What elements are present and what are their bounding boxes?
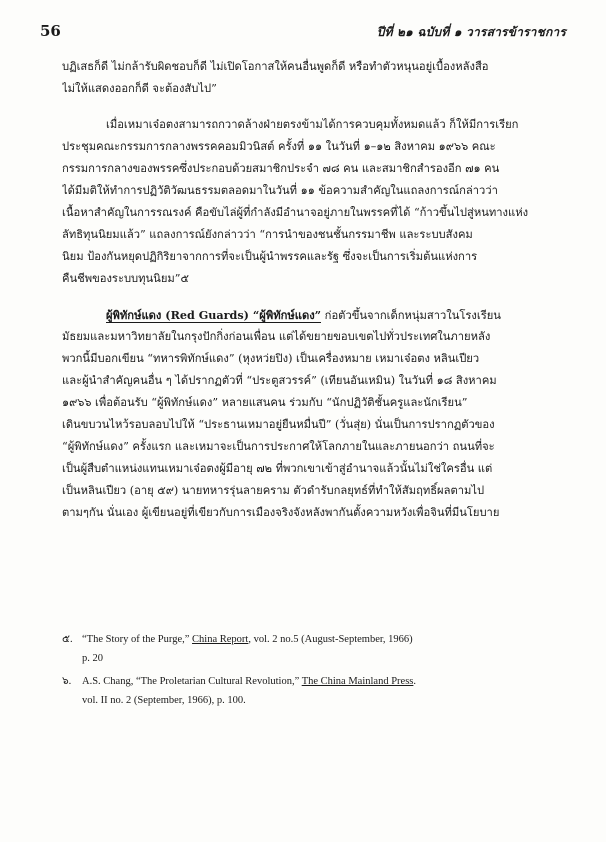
text-line: เนื้อหาสำคัญในการรณรงค์ คือขับไล่ผู้ที่กำลังมีอำนาจอยู่ภายในพรรคที่ได้ “ก้าวขึ้นไปสู่หนทางแห่ง — [62, 206, 529, 219]
footnote-line — [82, 672, 566, 691]
text-line: ๑๙๖๖ เพื่อต้อนรับ “ผู้พิทักษ์แดง” หลายแสนคน ร่วมกับ “นักปฏิวัติชั้นครูและนักเรียน” — [62, 396, 468, 409]
paragraph-party-meeting — [62, 114, 566, 290]
footnote-marker: ๕. — [62, 634, 73, 645]
text-line: เป็นผู้สืบตำแหน่งแทนเหมาเจ๋อตงผู้มีอายุ ๗๒ ที่พวกเขาเข้าสู่อำนาจแล้วนั้นไม่ใช่ใครอื่น แต่ — [62, 462, 493, 475]
text-line: กรรมการกลางของพรรคซึ่งประกอบด้วยสมาชิกประจำ ๗๘ คน และสมาชิกสำรองอีก ๗๑ คน — [62, 162, 500, 175]
footnote-text: “The Story of the Purge,” — [82, 634, 193, 645]
footnote-text: . — [413, 676, 417, 687]
footnote-source: The China Mainland Press — [301, 676, 414, 687]
text-line: และผู้นำสำคัญคนอื่น ๆ ได้ปรากฏตัวที่ “ประตูสวรรค์” (เทียนอันเหมิน) ในวันที่ ๑๘ สิงหาคม — [62, 374, 497, 387]
text-line: ไม่ให้แสดงออกก็ดี จะต้องสับไป” — [62, 82, 217, 95]
page-header — [40, 22, 566, 44]
text-line: ลัทธิทุนนิยมแล้ว” แถลงการณ์ยังกล่าวว่า “การนำของชนชั้นกรรมาชีพ และระบบสังคม — [62, 228, 473, 241]
footnote-marker: ๖. — [62, 676, 72, 687]
footnote-line: p. 20 — [82, 653, 103, 664]
footnote-text: A.S. Chang, “The Proletarian Cultural Revolution,” — [82, 676, 302, 687]
text-line: เป็นหลินเปียว (อายุ ๕๙) นายทหารรุ่นลายคราม ตัวดำรับกลยุทธ์ที่ทำให้สัมฤทธิ์ผลตามไป — [62, 484, 485, 497]
footnote-source: China Report — [192, 634, 249, 645]
text-line: นิยม ป้องกันหยุดปฏิกิริยาจากการที่จะเป็นผู้นำพรรคและรัฐ ซึ่งจะเป็นการเริ่มต้นแห่งการ — [62, 250, 478, 263]
text-line: ตามๆกัน นั่นเอง ผู้เขียนอยู่ที่เขียวกับการเมืองจริงจังหลังพากันตั้งความหวังเพื่อจินที่มีนโยบาย — [62, 506, 500, 519]
text-line: ประชุมคณะกรรมการกลางพรรคคอมมิวนิสต์ ครั้งที่ ๑๑ ในวันที่ ๑–๑๒ สิงหาคม ๑๙๖๖ คณะ — [62, 140, 496, 153]
section-heading: ผู้พิทักษ์แดง (Red Guards) “ผู้พิทักษ์แดง” — [106, 308, 322, 322]
text-line: ได้มีมติให้ทำการปฏิวัติวัฒนธรรมตลอดมาในวันที่ ๑๑ ข้อความสำคัญในแถลงการณ์กล่าวว่า — [62, 184, 498, 197]
body-text — [62, 56, 566, 524]
section-heading-rest: ก่อตัวขึ้นจากเด็กหนุ่มสาวในโรงเรียน — [321, 309, 501, 322]
footnote — [62, 630, 566, 668]
footnote-line — [82, 630, 566, 649]
text-line: คืนชีพของระบบทุนนิยม”๕ — [62, 272, 189, 285]
page-number: 56 — [40, 22, 61, 40]
paragraph-continuation — [62, 56, 566, 100]
footnote-text: , vol. 2 no.5 (August-September, 1966) — [248, 634, 413, 645]
text-line: “ผู้พิทักษ์แดง” ครั้งแรก และเหมาจะเป็นการประกาศให้โลกภายในและภายนอกว่า ถนนที่จะ — [62, 440, 495, 453]
text-line: เดินขบวนไหว้รอบลอบไปให้ “ประธานเหมาอยู่ยืนหมื่นปี” (วั่นสุ่ย) นั่นเป็นการปรากฏตัวของ — [62, 418, 495, 431]
section-heading-line — [62, 304, 566, 326]
running-head: ปีที่ ๒๑ ฉบับที่ ๑ วารสารข้าราชการ — [376, 25, 566, 39]
text-line: พวกนี้มีบอกเขียน “ทหารพิทักษ์แดง” (หุงหว่ยปิง) เป็นเครื่องหมาย เหมาเจ๋อตง หลินเปียว — [62, 352, 480, 365]
paragraph-red-guards — [62, 304, 566, 524]
text-line: เมื่อเหมาเจ๋อตงสามารถกวาดล้างฝ่ายตรงข้ามได้การควบคุมทั้งหมดแล้ว ก็ให้มีการเรียก — [106, 118, 519, 131]
text-line: มัธยมและมหาวิทยาลัยในกรุงปักกิ่งก่อนเพื่อน แต่ได้ขยายขอบเขตไปทั่วประเทศในภายหลัง — [62, 330, 491, 343]
text-line: บฏิเสธก็ดี ไม่กล้ารับผิดชอบก็ดี ไม่เปิดโอกาสให้คนอื่นพูดก็ดี หรือทำตัวหนุนอยู่เบื้องหลังสือ — [62, 60, 489, 73]
footnotes — [62, 630, 566, 710]
footnote-line: vol. II no. 2 (September, 1966), p. 100. — [82, 695, 246, 706]
footnote — [62, 672, 566, 710]
